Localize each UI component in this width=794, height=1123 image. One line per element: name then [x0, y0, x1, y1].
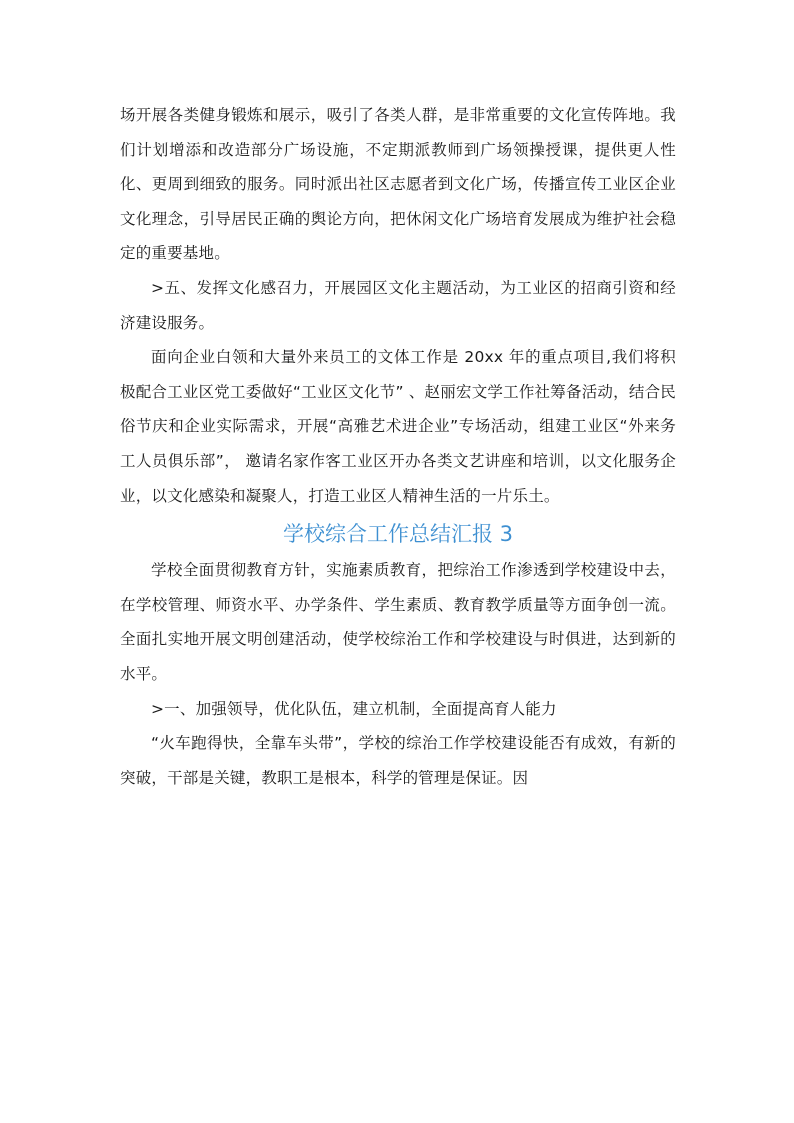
paragraph-section-one: >一、加强领导，优化队伍，建立机制，全面提高育人能力 [151, 699, 557, 718]
paragraph-school-intro: 学校全面贯彻教育方针，实施素质教育，把综治工作渗透到学校建设中去，在学校管理、师资水平、办学条件、学生素质、教育教学质量等方面争创一流。全面扎实地开展文明创建活动，使学校综治工作和学校建设与时俱进，达到新的水平。 [120, 561, 676, 683]
paragraph-leadership: “火车跑得快，全靠车头带”，学校的综治工作学校建设能否有成效，有新的突破，干部是关键，教职工是根本，科学的管理是保证。因 [120, 734, 676, 787]
section-heading: 学校综合工作总结汇报 3 [282, 522, 514, 547]
document-body [120, 98, 676, 795]
paragraph-key-project: 面向企业白领和大量外来员工的文体工作是 20xx 年的重点项目,我们将积极配合工业区党工委做好“工业区文化节” 、赵丽宏文学工作社筹备活动，结合民俗节庆和企业实际需求，开展“高雅艺术进企业”专场活动，组建工业区“外来务工人员俱乐部”， 邀请名家作客工业区开办各类文艺讲座和培训，以文化服务企业，以文化感染和凝聚人，打造工业区人精神生活的一片乐土。 [120, 348, 676, 505]
paragraph-continuation: 场开展各类健身锻炼和展示，吸引了各类人群，是非常重要的文化宣传阵地。我们计划增添和改造部分广场设施，不定期派教师到广场领操授课，提供更人性化、更周到细致的服务。同时派出社区志愿者到文化广场，传播宣传工业区企业文化理念，引导居民正确的舆论方向，把休闲文化广场培育发展成为维护社会稳定的重要基地。 [120, 106, 676, 263]
paragraph-section-five: >五、发挥文化感召力，开展园区文化主题活动，为工业区的招商引资和经济建设服务。 [120, 278, 676, 332]
